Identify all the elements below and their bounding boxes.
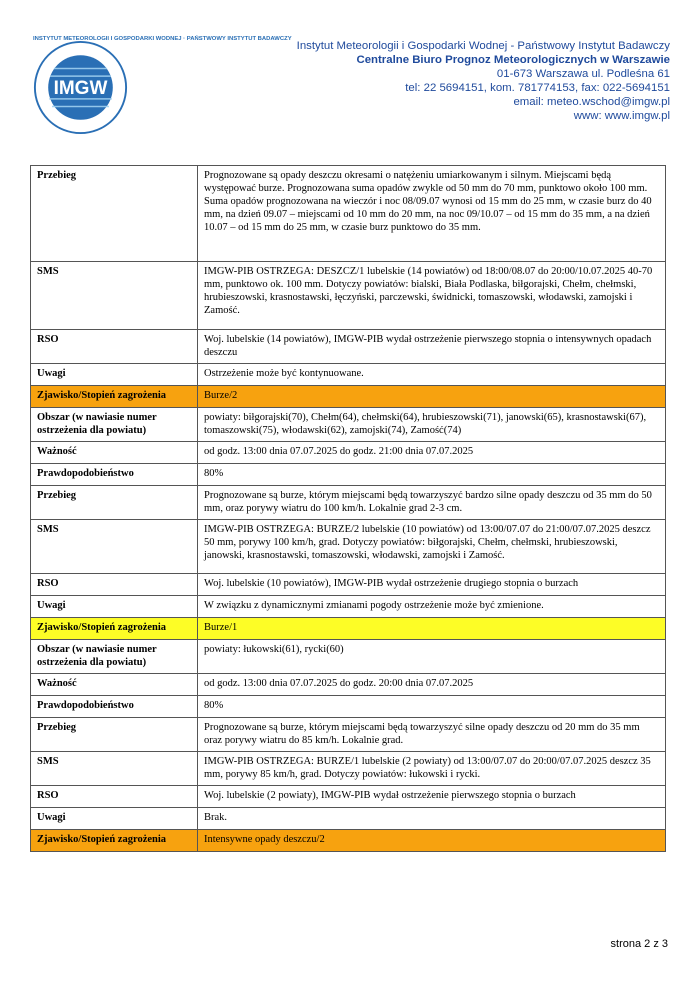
row-value: Ostrzeżenie może być kontynuowane. — [198, 364, 666, 386]
row-label: Ważność — [31, 674, 198, 696]
row-value: IMGW-PIB OSTRZEGA: BURZE/1 lubelskie (2 powiaty) od 13:00/07.07 do 20:00/07.07.2025 deszcz 35 mm, porywy 85 km/h, grad. Dotyczy powiatów: łukowski i rycki. — [198, 752, 666, 786]
table-row — [31, 830, 666, 852]
row-value: 80% — [198, 464, 666, 486]
row-label: Przebieg — [31, 166, 198, 262]
website-line: www: www.imgw.pl — [573, 109, 670, 122]
row-label: Uwagi — [31, 364, 198, 386]
table-row — [31, 574, 666, 596]
row-label: Prawdopodobieństwo — [31, 696, 198, 718]
table-row — [31, 442, 666, 464]
row-value: W związku z dynamicznymi zmianami pogody ostrzeżenie może być zmienione. — [198, 596, 666, 618]
imgw-logo — [33, 36, 292, 135]
table-row — [31, 408, 666, 442]
row-value: powiaty: łukowski(61), rycki(60) — [198, 640, 666, 674]
table-row — [31, 640, 666, 674]
row-label: Zjawisko/Stopień zagrożenia — [31, 386, 198, 408]
email-line: email: meteo.wschod@imgw.pl — [513, 95, 670, 108]
table-row — [31, 618, 666, 640]
table-row — [31, 752, 666, 786]
row-label: SMS — [31, 520, 198, 574]
row-label: RSO — [31, 786, 198, 808]
table-row — [31, 262, 666, 330]
institute-header — [297, 40, 670, 123]
row-value: Woj. lubelskie (10 powiatów), IMGW-PIB wydał ostrzeżenie drugiego stopnia o burzach — [198, 574, 666, 596]
row-value: Intensywne opady deszczu/2 — [198, 830, 666, 852]
row-value: od godz. 13:00 dnia 07.07.2025 do godz. 21:00 dnia 07.07.2025 — [198, 442, 666, 464]
logo-text: IMGW — [53, 78, 108, 100]
logo-ring-text: INSTYTUT METEOROLOGII I GOSPODARKI WODNEJ · PAŃSTWOWY INSTYTUT BADAWCZY — [33, 36, 292, 42]
bureau-name: Centralne Biuro Prognoz Meteorologicznych w Warszawie — [356, 53, 670, 66]
row-label: Przebieg — [31, 486, 198, 520]
table-row — [31, 386, 666, 408]
table-row — [31, 330, 666, 364]
table-row — [31, 520, 666, 574]
row-value: 80% — [198, 696, 666, 718]
warning-table-body — [31, 166, 666, 852]
row-value: Prognozowane są opady deszczu okresami o natężeniu umiarkowanym i silnym. Miejscami będą występować burze. Prognozowana suma opadów zwykle od 50 mm do 70 mm, punktowo około 100 mm. Suma opadów prognozowana na wieczór i noc 08/09.07 wynosi od 15 mm do 25 mm, w czasie burz do 40 mm, na dzień 09.07 – miejscami od 10 mm do 20 mm, na noc 09/10.07 – od 15 mm do 35 mm, a na dzień 10.07 – od 15 mm do 25 mm, w czasie burz punktowo do 35 mm. — [198, 166, 666, 262]
institute-name: Instytut Meteorologii i Gospodarki Wodnej - Państwowy Instytut Badawczy — [296, 40, 670, 52]
table-row — [31, 696, 666, 718]
row-label: Prawdopodobieństwo — [31, 464, 198, 486]
row-value: Burze/1 — [198, 618, 666, 640]
row-value: Prognozowane są burze, którym miejscami będą towarzyszyć bardzo silne opady deszczu od 35 mm do 50 mm, oraz porywy wiatru do 100 km/h. Lokalnie grad 2-3 cm. — [198, 486, 666, 520]
table-row — [31, 808, 666, 830]
row-value: Prognozowane są burze, którym miejscami będą towarzyszyć silne opady deszczu od 20 mm do 35 mm oraz porywy wiatru do 85 km/h. Lokalnie grad. — [198, 718, 666, 752]
table-row — [31, 486, 666, 520]
row-label: Uwagi — [31, 808, 198, 830]
table-row — [31, 786, 666, 808]
address: 01-673 Warszawa ul. Podleśna 61 — [496, 67, 670, 80]
row-value: Brak. — [198, 808, 666, 830]
row-label: Obszar (w nawiasie numer ostrzeżenia dla powiatu) — [31, 640, 198, 674]
row-value: Burze/2 — [198, 386, 666, 408]
table-row — [31, 596, 666, 618]
row-label: Ważność — [31, 442, 198, 464]
table-row — [31, 674, 666, 696]
phone-line: tel: 22 5694151, kom. 781774153, fax: 022-5694151 — [405, 81, 670, 94]
row-value: IMGW-PIB OSTRZEGA: DESZCZ/1 lubelskie (14 powiatów) od 18:00/08.07 do 20:00/10.07.2025 40-70 mm, punktowo ok. 100 mm. Dotyczy powiatów: bialski, Biała Podlaska, biłgorajski, Chełm, chełmski, hrubieszowski, krasnostawski, łęczyński, parczewski, świdnicki, tomaszowski, włodawski, zamojski i Zamość. — [198, 262, 666, 330]
row-label: Zjawisko/Stopień zagrożenia — [31, 618, 198, 640]
table-row — [31, 166, 666, 262]
page-number: strona 2 z 3 — [610, 938, 668, 950]
table-row — [31, 718, 666, 752]
warning-table — [30, 165, 666, 852]
row-label: Zjawisko/Stopień zagrożenia — [31, 830, 198, 852]
row-value: Woj. lubelskie (14 powiatów), IMGW-PIB wydał ostrzeżenie pierwszego stopnia o intensywnych opadach deszczu — [198, 330, 666, 364]
row-label: RSO — [31, 574, 198, 596]
row-label: SMS — [31, 262, 198, 330]
row-value: IMGW-PIB OSTRZEGA: BURZE/2 lubelskie (10 powiatów) od 13:00/07.07 do 21:00/07.07.2025 deszcz 50 mm, porywy 100 km/h, grad. Dotyczy powiatów: biłgorajski, Chełm, chełmski, hrubieszowski, janowski, krasnostawski, tomaszowski, włodawski, zamojski i Zamość. — [198, 520, 666, 574]
row-label: Obszar (w nawiasie numer ostrzeżenia dla powiatu) — [31, 408, 198, 442]
row-value: powiaty: biłgorajski(70), Chełm(64), chełmski(64), hrubieszowski(71), janowski(65), krasnostawski(67), tomaszowski(75), włodawski(62), zamojski(74), Zamość(74) — [198, 408, 666, 442]
row-label: RSO — [31, 330, 198, 364]
table-row — [31, 464, 666, 486]
row-label: Uwagi — [31, 596, 198, 618]
row-value: Woj. lubelskie (2 powiaty), IMGW-PIB wydał ostrzeżenie pierwszego stopnia o burzach — [198, 786, 666, 808]
row-label: Przebieg — [31, 718, 198, 752]
row-label: SMS — [31, 752, 198, 786]
table-row — [31, 364, 666, 386]
row-value: od godz. 13:00 dnia 07.07.2025 do godz. 20:00 dnia 07.07.2025 — [198, 674, 666, 696]
